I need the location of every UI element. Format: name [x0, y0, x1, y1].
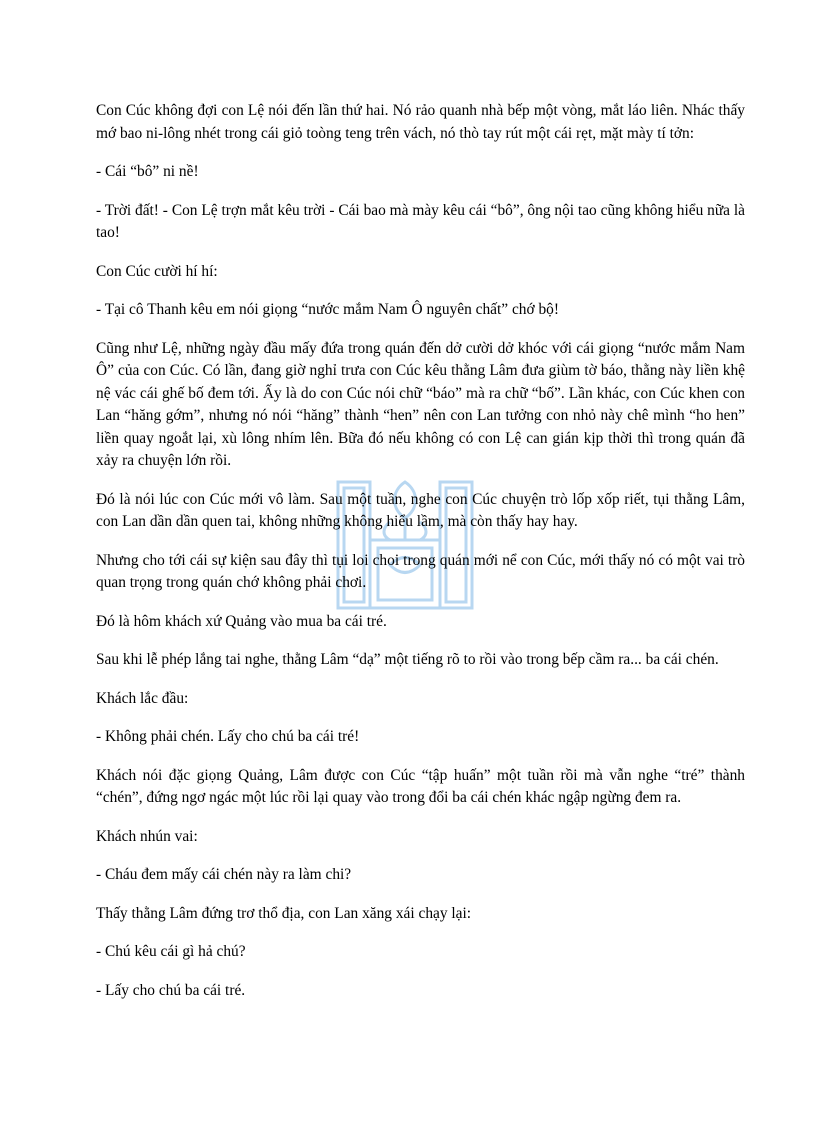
- paragraph: Khách nhún vai:: [96, 827, 198, 845]
- paragraph: - Chú kêu cái gì hả chú?: [96, 943, 246, 960]
- story-text: [96, 100, 745, 1018]
- paragraph: - Lấy cho chú ba cái tré.: [96, 981, 246, 999]
- paragraph: Đó là hôm khách xứ Quảng vào mua ba cái tré.: [96, 612, 387, 630]
- paragraph: - Tại cô Thanh kêu em nói giọng “nước mắm Nam Ô nguyên chất” chớ bộ!: [96, 301, 559, 318]
- paragraph: Cũng như Lệ, những ngày đầu mấy đứa trong quán đến dở cười dở khóc với cái giọng “nước mắm Nam Ô” của con Cúc. Có lần, đang giờ nghỉ trưa con Cúc kêu thằng Lâm đưa giùm tờ báo, thằng này liền khệ nệ vác cái ghế bố đem tới. Ấy là do con Cúc nói chữ “báo” mà ra chữ “bố”. Lần khác, con Cúc khen con Lan “hăng gớm”, nhưng nó nói “hăng” thành “hen” nên con Lan tưởng con nhỏ này chê mình “ho hen” liền quay ngoắt lại, xù lông nhím lên. Bữa đó nếu không có con Lệ can gián kịp thời thì trong quán đã xảy ra chuyện lớn rồi.: [96, 339, 745, 469]
- paragraph: Sau khi lễ phép lắng tai nghe, thằng Lâm “dạ” một tiếng rõ to rồi vào trong bếp cầm ra... ba cái chén.: [96, 651, 719, 668]
- paragraph: Con Cúc cười hí hí:: [96, 262, 218, 280]
- paragraph: - Cái “bô” ni nề!: [96, 163, 199, 180]
- paragraph: Thấy thằng Lâm đứng trơ thổ địa, con Lan xăng xái chạy lại:: [96, 904, 472, 922]
- paragraph: - Không phải chén. Lấy cho chú ba cái tré!: [96, 728, 360, 745]
- paragraph: Khách nói đặc giọng Quảng, Lâm được con Cúc “tập huấn” một tuần rồi mà vẫn nghe “tré” thành “chén”, đứng ngơ ngác một lúc rồi lại quay vào trong đổi ba cái chén khác ngập ngừng đem ra.: [96, 766, 745, 806]
- paragraph: Khách lắc đầu:: [96, 689, 189, 707]
- paragraph: Đó là nói lúc con Cúc mới vô làm. Sau một tuần, nghe con Cúc chuyện trò lốp xốp riết, tụi thằng Lâm, con Lan dần dần quen tai, không những không hiểu lầm, mà còn thấy hay hay.: [96, 490, 745, 530]
- paragraph: Con Cúc không đợi con Lệ nói đến lần thứ hai. Nó rảo quanh nhà bếp một vòng, mắt láo liên. Nhác thấy mớ bao ni-lông nhét trong cái giỏ toòng teng trên vách, nó thò tay rút một cái rẹt, mặt mày tí tởn:: [96, 102, 745, 142]
- paragraph: - Trời đất! - Con Lệ trợn mắt kêu trời - Cái bao mà mày kêu cái “bô”, ông nội tao cũng không hiểu nữa là tao!: [96, 201, 745, 241]
- paragraph: - Cháu đem mấy cái chén này ra làm chi?: [96, 866, 352, 883]
- paragraph: Nhưng cho tới cái sự kiện sau đây thì tụi loi choi trong quán mới nể con Cúc, mới thấy nó có một vai trò quan trọng trong quán chớ không phải chơi.: [96, 551, 745, 591]
